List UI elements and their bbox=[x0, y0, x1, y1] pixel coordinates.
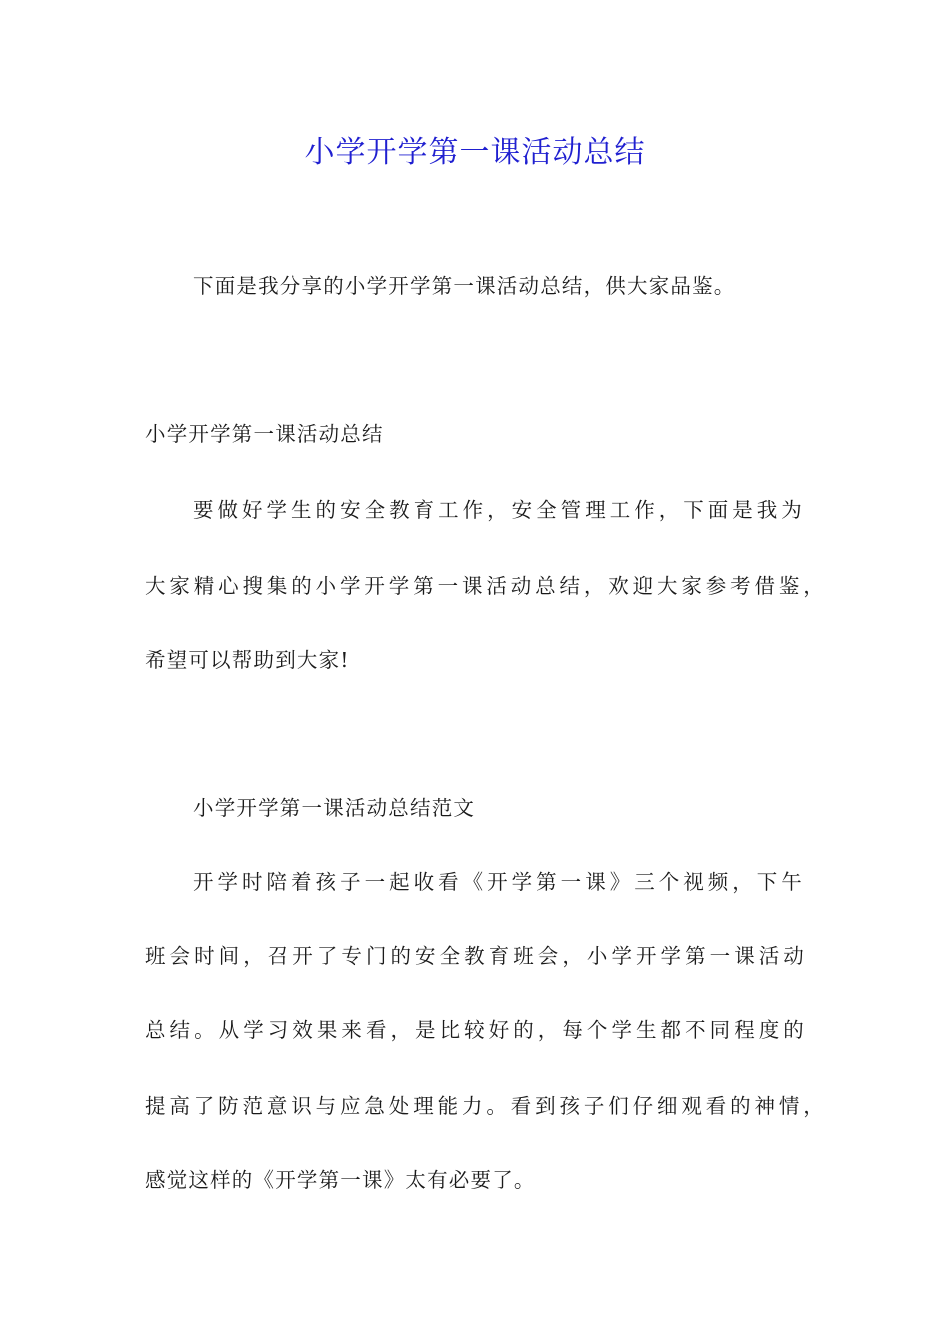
document-title: 小学开学第一课活动总结 bbox=[304, 135, 646, 170]
paragraph-2-line-1: 开学时陪着孩子一起收看《开学第一课》三个视频，下午 bbox=[193, 870, 803, 894]
paragraph-1-line-1: 要做好学生的安全教育工作，安全管理工作，下面是我为 bbox=[193, 498, 803, 522]
paragraph-2-line-5: 感觉这样的《开学第一课》太有必要了。 bbox=[145, 1168, 536, 1192]
paragraph-2-line-4: 提高了防范意识与应急处理能力。看到孩子们仔细观看的神情， bbox=[145, 1094, 825, 1118]
paragraph-2-line-3: 总结。从学习效果来看，是比较好的，每个学生都不同程度的 bbox=[145, 1018, 805, 1042]
section-heading-1: 小学开学第一课活动总结 bbox=[145, 422, 384, 446]
paragraph-1-line-2: 大家精心搜集的小学开学第一课活动总结，欢迎大家参考借鉴， bbox=[145, 574, 825, 598]
intro-text: 下面是我分享的小学开学第一课活动总结，供大家品鉴。 bbox=[193, 274, 736, 298]
paragraph-2-line-2: 班会时间，召开了专门的安全教育班会，小学开学第一课活动 bbox=[145, 944, 805, 968]
section-heading-2: 小学开学第一课活动总结范文 bbox=[193, 796, 476, 820]
paragraph-1-line-3: 希望可以帮助到大家! bbox=[145, 648, 350, 672]
